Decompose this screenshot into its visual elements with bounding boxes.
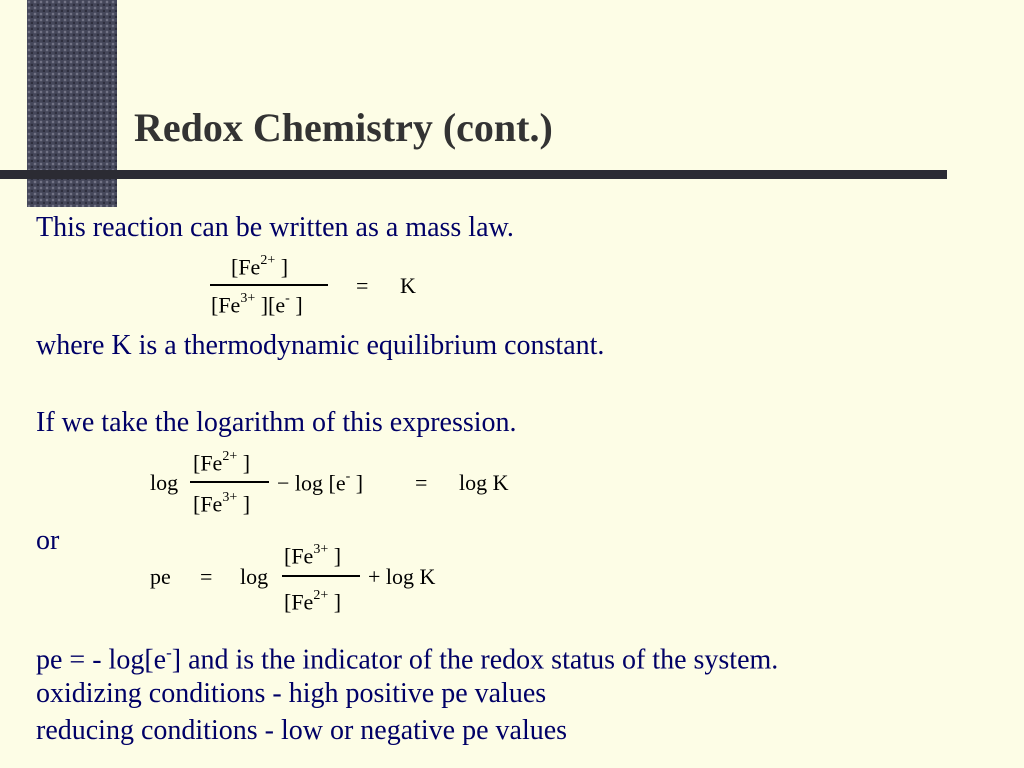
eq3-fraction-bar <box>282 575 360 577</box>
take-log-text: If we take the logarithm of this expression. <box>36 407 517 438</box>
eq2-rhs: log K <box>459 470 509 495</box>
or-text: or <box>36 525 60 556</box>
eq3-pe: pe <box>150 564 171 589</box>
eq2-numerator: [$Fe^{2+}$ ] <box>193 449 251 476</box>
eq3-numerator: [$Fe^{3+}$ ] <box>284 542 342 569</box>
slide-title: Redox Chemistry (cont.) <box>134 105 553 150</box>
pe-definition-text: pe = - log[e-] and is the indicator of the redox status of the system. <box>36 643 779 676</box>
eq1-numerator: [$Fe^{2+}$ ] <box>231 253 289 280</box>
reducing-text: reducing conditions - low or negative pe values <box>36 715 568 746</box>
title-underline <box>0 170 947 179</box>
eq3-equals: = <box>200 564 213 589</box>
eq1-denominator: [$Fe^{3+}$ ][e- ] <box>211 291 303 318</box>
where-k-text: where K is a thermodynamic equilibrium constant. <box>36 330 605 361</box>
mass-law-text: This reaction can be written as a mass law. <box>36 212 514 243</box>
eq2-equals: = <box>415 470 428 495</box>
eq2-fraction-bar <box>190 481 269 483</box>
eq1-rhs: K <box>400 273 416 298</box>
eq1-fraction-bar <box>210 284 328 286</box>
eq2-log: log <box>150 470 179 495</box>
eq3-denominator: [$Fe^{2+}$ ] <box>284 588 342 615</box>
eq1-equals: = <box>356 273 369 298</box>
eq3-log: log <box>240 564 269 589</box>
oxidizing-text: oxidizing conditions - high positive pe values <box>36 678 547 709</box>
eq2-denominator: [$Fe^{3+}$ ] <box>193 490 251 517</box>
eq3-plus-log-k: + log K <box>368 564 436 589</box>
eq2-minus-log-e: − log [e- ] <box>277 469 364 496</box>
